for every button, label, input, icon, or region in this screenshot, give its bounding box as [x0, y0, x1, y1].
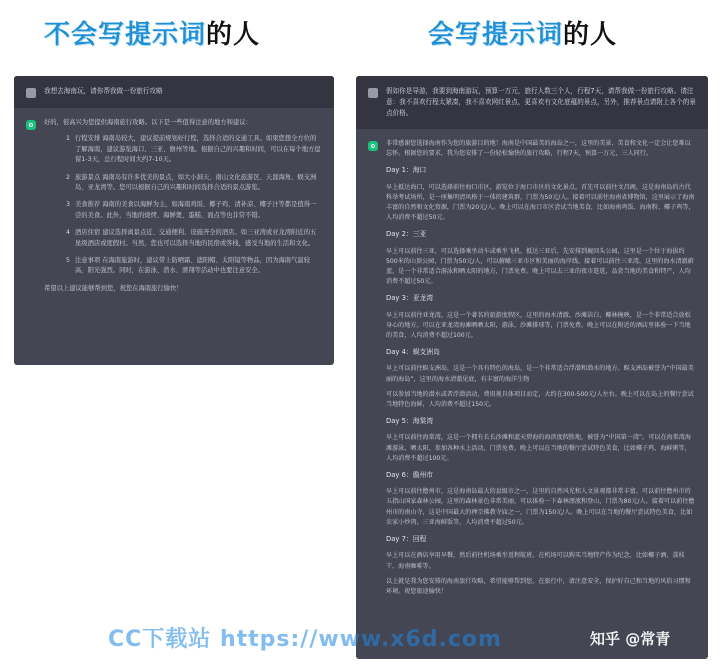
day-title: Day 4：蜈支洲岛 — [386, 348, 440, 357]
list-number: 5 — [66, 257, 71, 265]
list-text: 注意事项 在海南旅游时，建议带上防晒霜、遮阳帽、太阳镜等物品，因为海南气温较高，阳光强烈。同时，在游泳、潜水、滑翔等活动中也要注意安全。 — [75, 257, 310, 275]
list-number: 3 — [66, 201, 71, 209]
list-text: 旅游景点 海南岛有许多优美的景点，如大小洞天、南山文化旅游区、天涯海角、蜈支洲岛、亚龙湾等。您可以根据自己的兴趣和时间选择合适的景点游览。 — [75, 173, 317, 192]
response-intro: 好的，很高兴为您提供海南旅行攻略。以下是一些值得注意的地方和建议： — [44, 119, 252, 126]
user-prompt-text: 假如你是导游，我要到海南游玩，预算一万元，旅行人数三个人，行程7天，请帮我做一份旅行攻略。请注意：我不喜欢行程太紧凑，我不喜欢网红景点，更喜欢有文化底蕴的景点，另外，推荐景点请附上各个的景点价格。 — [386, 87, 696, 117]
user-prompt-text: 我想去海南玩，请你帮我做一份旅行攻略 — [44, 87, 163, 95]
list-item — [66, 134, 322, 165]
heading-left — [44, 14, 260, 51]
chat-panel-left — [14, 76, 334, 365]
chat-panel-right — [356, 76, 708, 659]
watermark-zhihu: 知乎 @常青 — [590, 630, 671, 648]
list-number: 1 — [66, 135, 71, 143]
list-item — [66, 200, 322, 221]
chatgpt-logo-icon — [368, 141, 378, 151]
day-title: Day 3：亚龙湾 — [386, 294, 434, 303]
heading-left-blue: 不会写提示词 — [44, 20, 207, 50]
day-title: Day 1：海口 — [386, 166, 427, 175]
list-text: 酒店住宿 建议选择离景点近、交通便利、设施齐全的酒店。如三亚湾或亚龙湾附近的五星级酒店或度假村。当然，您也可以选择当地的民宿或客栈，感受当地的生活和文化。 — [75, 229, 317, 247]
list-item — [66, 173, 322, 194]
user-avatar-icon — [368, 88, 378, 98]
list-item — [66, 228, 322, 249]
user-message-left — [14, 76, 334, 108]
day-paragraph: 早上可以在酒店享用早餐，然后前往机场乘坐返程航班。在机场可以购买当地特产作为纪念，比如椰子酒、荔枝干、海南咖啡等。 — [386, 552, 685, 570]
response-closing: 希望以上建议能够帮到您，祝您在海南旅行愉快！ — [44, 284, 183, 292]
day-title: Day 2：三亚 — [386, 230, 427, 239]
day-title: Day 5：海棠湾 — [386, 417, 434, 426]
list-item — [66, 256, 322, 277]
response-intro: 非常感谢您选择海南作为您的旅游目的地！海南是中国最美的海岛之一，这里的美景、美食和文化一定会让您难以忘怀。根据您的要求，我为您安排了一份轻松愉快的旅行攻略，行程7天，预算一万元，三人同行。 — [386, 140, 691, 158]
assistant-message-right — [356, 129, 708, 608]
heading-right-blue: 会写提示词 — [428, 20, 564, 50]
user-avatar-icon — [26, 88, 36, 98]
list-text: 美食推荐 海南的美食以海鲜为主，如海南鸡饭、椰子鸡、清补凉、椰子汁等都是值得一尝的美食。此外，当地的烧烤、海鲜煲、蛋糕、面点等也非常不错。 — [75, 201, 317, 219]
watermark-url: CC下载站 https://www.x6d.com — [108, 627, 502, 652]
day-paragraph: 早上可以前往海棠湾，这是一个拥有长长沙滩和蓝天碧海的海滨度假胜地，被誉为“中国第一湾”。可以在海棠湾海滩游泳、晒太阳、参加各种水上活动，门票免费。晚上可以在当地的餐厅尝试特色美食，比如椰子鸡、海鲜粥等，人均消费不超过100元。 — [386, 434, 691, 462]
day-paragraph: 可以参加当地的潜水或者浮潜活动，费用视具体项目而定，大约在300-500元/人左右。晚上可以在岛上的餐厅尝试当地特色海鲜，人均消费不超过150元。 — [386, 390, 694, 409]
day-title: Day 7：回程 — [386, 535, 427, 544]
list-number: 4 — [66, 229, 71, 237]
list-number: 2 — [66, 173, 71, 181]
chatgpt-logo-icon — [26, 120, 36, 130]
day-title: Day 6：儋州市 — [386, 471, 434, 480]
heading-right — [428, 14, 617, 51]
day-paragraph: 早上可以前往蜈支洲岛，这是一个具有特色的海岛，是一个非常适合浮潜和潜水的地方。蜈支洲岛被誉为“中国最美丽的海岛”，这里的海水清澈见底，有丰富的海洋生物 — [386, 365, 694, 383]
response-closing: 以上就是我为您安排的海南旅行攻略，希望能够帮到您。在旅行中，请注意安全，保护好自己和当地的风俗习惯和环境。祝您旅途愉快！ — [386, 577, 691, 595]
assistant-response-body — [386, 139, 696, 602]
assistant-message-left — [14, 108, 334, 306]
heading-left-dark: 的人 — [206, 20, 261, 50]
user-message-right — [356, 76, 708, 129]
list-text: 行程安排 海南岛较大，建议提前规划好行程，选择合适的交通工具。如果您想全方位的了解海南，建议游览海口、三亚、儋州等地。根据自己的兴趣和时间，可以在每个地方逗留1-3天，总行程时间大约7-10天。 — [75, 135, 321, 164]
day-paragraph: 早上可以前往三亚，可以选择乘坐动车或乘坐飞机。抵达三亚后，先安排到鹿回头公园，这里是一个位于海拔约500米的山顶公园，门票为50元/人，可以俯瞰三亚市区和美丽的海岸线。接着可以前往三亚湾，这里的海水清澈蔚蓝，是一个非常适合游泳和晒太阳的地方，门票免费。晚上可以去三亚的夜市逛逛，品尝当地的美食和特产，人均消费不超过50元。 — [386, 247, 694, 286]
day-paragraph: 早上抵达海口，可以选择前往海口市区，游览位于海口市区的文化景点。首先可以前往文昌阁，这是海南岛的古代科举考试场所，是一座集明清风格于一体的建筑群，门票为50元/人。接着可以前往海南省博物馆，这里展示了海南丰富的自然和文化资源，门票为20元/人。晚上可以在海口市区尝试当地美食，比如海南鸡饭、海南粉、椰子鸡等，人均消费不超过50元。 — [386, 183, 695, 222]
heading-right-dark: 的人 — [563, 20, 618, 50]
assistant-response-body — [44, 118, 322, 300]
day-paragraph: 早上可以前往儋州市，这是海南岛最大的县级市之一，这里的自然风光和人文景观都非常丰富。可以前往儋州市的五指山国家森林公园，这里的森林景色非常美丽，可以体验一下森林漂流和登山，门票为80元/人。接着可以前往儋州市的南山寺，这是中国最大的禅宗佛教寺庙之一，门票为150元/人。晚上可以在当地的餐厅尝试特色美食，比如农家小炒肉、三亚海鲜饭等，人均消费不超过50元。 — [386, 488, 695, 526]
day-paragraph: 早上可以前往亚龙湾，这是一个著名的旅游度假区，这里的海水清澈、沙滩洁白、椰林掩映，是一个非常适合放松身心的地方。可以在亚龙湾海滩晒晒太阳，游泳、沙滩排球等，门票免费。晚上可以在附近的酒店里体验一下当地的美食，人均消费不超过100元。 — [386, 311, 691, 340]
